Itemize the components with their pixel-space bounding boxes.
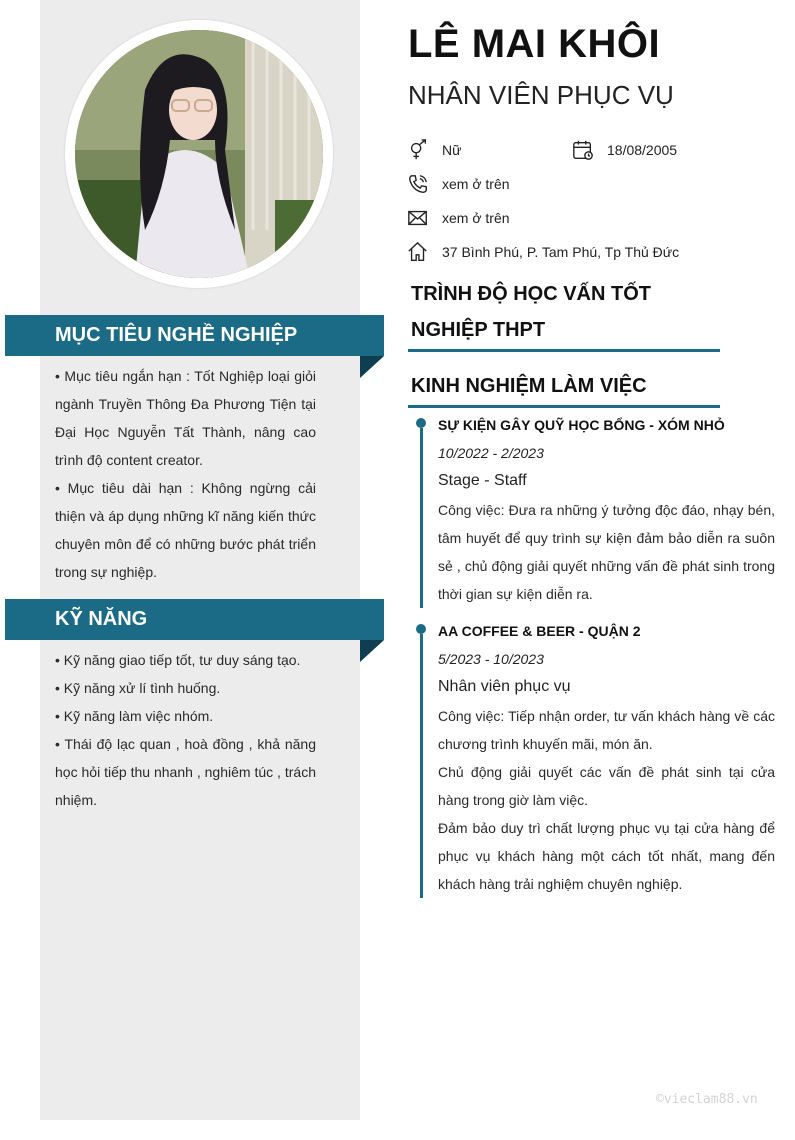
timeline-dot	[416, 418, 426, 428]
job-role: Nhân viên phục vụ	[438, 678, 571, 695]
phone-value: xem ở trên	[442, 176, 510, 192]
job-period: 5/2023 - 10/2023	[438, 651, 544, 667]
address-row	[407, 241, 679, 263]
candidate-name: LÊ MAI KHÔI	[408, 22, 661, 66]
envelope-icon	[407, 207, 429, 229]
profile-photo-image	[75, 30, 323, 278]
email-row	[407, 207, 510, 229]
job-company: SỰ KIỆN GÂY QUỸ HỌC BỔNG - XÓM NHỎ	[438, 417, 725, 433]
job-period: 10/2022 - 2/2023	[438, 445, 544, 461]
timeline-dot	[416, 624, 426, 634]
email-value: xem ở trên	[442, 210, 510, 226]
skills-list	[55, 646, 316, 814]
objective-list	[55, 362, 316, 586]
job-description	[438, 702, 775, 898]
job-company: AA COFFEE & BEER - QUẬN 2	[438, 623, 641, 639]
job-description	[438, 496, 775, 608]
gender-row	[407, 139, 461, 161]
skill-item: • Kỹ năng xử lí tình huống.	[55, 680, 221, 696]
job-role: Stage - Staff	[438, 472, 527, 489]
home-icon	[407, 241, 429, 263]
job-description-item: Công việc: Tiếp nhận order, tư vấn khách hàng về các chương trình khuyến mãi, món ăn.	[438, 708, 775, 752]
profile-photo	[75, 30, 323, 278]
education-heading-line2: NGHIỆP THPT	[411, 319, 546, 341]
skill-item: • Kỹ năng làm việc nhóm.	[55, 708, 214, 724]
skill-item: • Thái độ lạc quan , hoà đồng , khả năng học hỏi tiếp thu nhanh , nghiêm túc , trách nhiệm.	[55, 736, 316, 808]
objective-heading-fold	[360, 356, 384, 378]
phone-icon	[407, 173, 429, 195]
phone-row	[407, 173, 510, 195]
address-value: 37 Bình Phú, P. Tam Phú, Tp Thủ Đức	[442, 244, 680, 260]
skill-item: • Kỹ năng giao tiếp tốt, tư duy sáng tạo.	[55, 652, 301, 668]
gender-value: Nữ	[442, 142, 462, 158]
job-description-item: Chủ động giải quyết các vấn đề phát sinh tại cửa hàng trong giờ làm việc.	[438, 764, 775, 808]
watermark: ©vieclam88.vn	[656, 1092, 758, 1107]
job-description-item: Đảm bảo duy trì chất lượng phục vụ tại cửa hàng để phục vụ khách hàng một cách tốt nhất, mang đến khách hàng trải nghiệm chuyên nghiệp.	[438, 820, 775, 892]
calendar-icon	[572, 139, 594, 161]
job-title: NHÂN VIÊN PHỤC VỤ	[408, 80, 674, 110]
timeline-line	[420, 428, 423, 608]
objective-item: • Mục tiêu ngắn hạn : Tốt Nghiệp loại giỏi ngành Truyền Thông Đa Phương Tiện tại Đại Học Nguyễn Tất Thành, nâng cao trình độ content creator.	[55, 368, 316, 468]
job-description-item: Công việc: Đưa ra những ý tưởng độc đáo, nhạy bén, tâm huyết để quy trình sự kiện đảm bảo diễn ra suôn sẻ , chủ động giải quyết những vấn đề phát sinh trong thời gian sự kiện diễn ra.	[438, 502, 775, 602]
gender-icon	[407, 139, 429, 161]
skills-heading: KỸ NĂNG	[5, 599, 384, 640]
birthdate-value: 18/08/2005	[607, 142, 678, 158]
skills-heading-fold	[360, 640, 384, 662]
timeline-line	[420, 634, 423, 898]
experience-divider	[408, 405, 720, 408]
birthdate-row	[572, 139, 677, 161]
objective-heading: MỤC TIÊU NGHỀ NGHIỆP	[5, 315, 384, 356]
education-divider	[408, 349, 720, 352]
profile-photo-frame	[65, 20, 333, 288]
objective-item: • Mục tiêu dài hạn : Không ngừng cải thiện và áp dụng những kĩ năng kiến thức chuyên môn để có những bước phát triển trong sự nghiệp.	[55, 480, 316, 580]
experience-heading: KINH NGHIỆM LÀM VIỆC	[411, 375, 647, 397]
education-heading-line1: TRÌNH ĐỘ HỌC VẤN TỐT	[411, 283, 651, 305]
